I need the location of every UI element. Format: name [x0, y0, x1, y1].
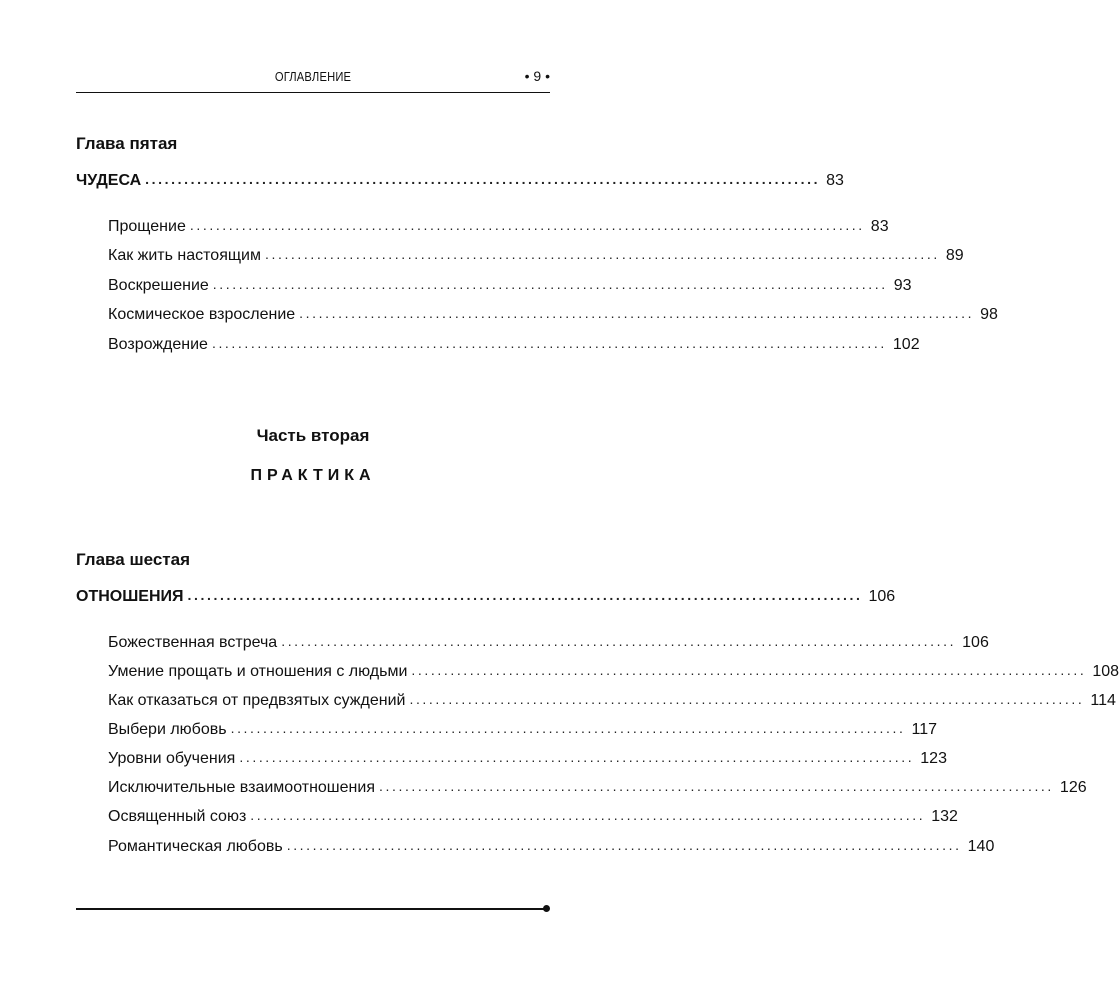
toc-entry[interactable]	[108, 213, 889, 237]
toc-entry-title: Возрождение	[108, 336, 208, 353]
toc-entry-page: 89	[945, 247, 964, 264]
running-title: ОГЛАВЛЕНИЕ	[274, 69, 352, 84]
dot-leader: ........................................................................................................	[264, 246, 940, 262]
dot-leader: ........................................................................................................	[250, 807, 926, 823]
part-label: Часть вторая	[256, 426, 370, 445]
toc-entry[interactable]	[108, 242, 964, 266]
toc-entry-page: 106	[962, 634, 989, 651]
running-header	[76, 66, 550, 93]
toc-entry-title: Прощение	[108, 218, 186, 235]
toc-entry[interactable]	[108, 629, 989, 653]
dot-leader: ........................................................................................................	[212, 276, 888, 292]
toc-entry-page: 132	[931, 808, 958, 825]
dot-leader: ........................................................................................................	[230, 720, 906, 736]
toc-entry-page: 83	[826, 172, 844, 189]
toc-entry-page: 102	[892, 336, 920, 353]
dot-leader: ........................................................................................................	[411, 662, 1087, 678]
toc-chapter-entry[interactable]	[76, 167, 844, 191]
toc-entry-title: Выбери любовь	[108, 721, 227, 738]
toc-entry-page: 123	[920, 750, 947, 767]
toc-entry[interactable]	[108, 658, 1119, 682]
toc-entry-page: 126	[1059, 779, 1087, 796]
toc-entry-title: ОТНОШЕНИЯ	[76, 588, 184, 605]
toc-entry-page: 98	[980, 306, 998, 323]
toc-entry-title: Исключительные взаимоотношения	[108, 779, 375, 796]
chapter-heading: Глава пятая	[76, 134, 178, 153]
toc-entry-page: 83	[870, 218, 889, 235]
toc-entry-title: Космическое взросление	[108, 306, 296, 323]
toc-entry-title: Как отказаться от предвзятых суждений	[108, 692, 406, 709]
dot-leader: ........................................................................................................	[211, 335, 887, 351]
toc-entry-page: 140	[967, 838, 995, 855]
chapter-heading: Глава шестая	[76, 550, 191, 569]
toc-entry[interactable]	[108, 803, 958, 827]
toc-entry-title: Освященный союз	[108, 808, 247, 825]
dot-leader: ........................................................................................................	[409, 691, 1085, 707]
toc-entry[interactable]	[108, 774, 1087, 798]
toc-entry[interactable]	[108, 716, 938, 740]
toc-entry[interactable]	[108, 833, 995, 857]
toc-entry[interactable]	[108, 331, 920, 355]
toc-entry-title: Воскрешение	[108, 277, 209, 294]
dot-leader: ........................................................................................................	[239, 749, 915, 765]
toc-entry-title: Как жить настоящим	[108, 247, 261, 264]
toc-entry-title: Божественная встреча	[108, 634, 278, 651]
toc-entry-title: ЧУДЕСА	[76, 172, 142, 189]
dot-leader: ........................................................................................................	[299, 305, 975, 321]
toc-entry-title: Умение прощать и отношения с людьми	[108, 663, 408, 680]
footer-dot-ornament	[543, 905, 550, 912]
toc-entry-page: 93	[893, 277, 912, 294]
part-title: ПРАКТИКА	[250, 467, 376, 484]
footer-rule	[76, 908, 546, 910]
dot-leader: ........................................................................................................	[189, 217, 865, 233]
toc-entry-page: 106	[868, 588, 896, 605]
toc-entry[interactable]	[108, 301, 998, 325]
toc-entry-page: 114	[1090, 692, 1116, 709]
dot-leader: ........................................................................................................	[145, 171, 821, 187]
toc-entry[interactable]	[108, 272, 912, 296]
toc-entry[interactable]	[108, 745, 947, 769]
dot-leader: ........................................................................................................	[286, 837, 962, 853]
dot-leader: ........................................................................................................	[281, 633, 957, 649]
toc-entry[interactable]	[108, 687, 1116, 711]
toc-entry-title: Романтическая любовь	[108, 838, 283, 855]
dot-leader: ........................................................................................................	[187, 587, 863, 603]
toc-entry-page: 117	[911, 721, 938, 738]
toc-entry-title: Уровни обучения	[108, 750, 236, 767]
toc-entry-page: 108	[1092, 663, 1119, 680]
toc-chapter-entry[interactable]	[76, 583, 896, 607]
page-number: • 9 •	[524, 68, 550, 84]
dot-leader: ........................................................................................................	[378, 778, 1054, 794]
